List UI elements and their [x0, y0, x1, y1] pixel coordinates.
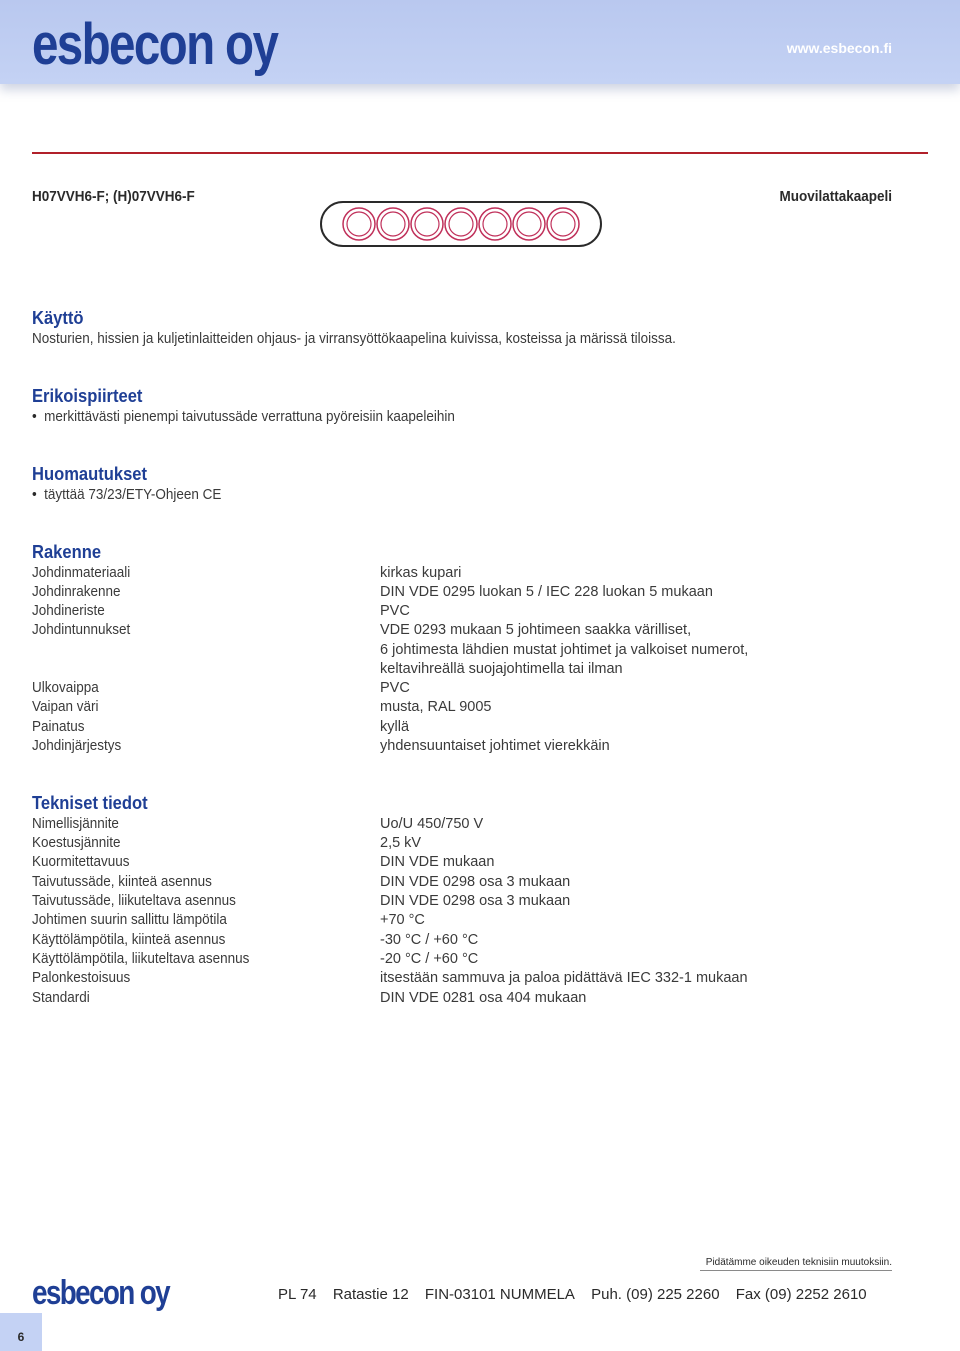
spec-label: Johdinrakenne: [32, 584, 121, 600]
company-logo: esbecon oy: [32, 12, 278, 77]
spec-value: kyllä: [380, 719, 410, 735]
usage-heading: Käyttö: [32, 308, 84, 328]
tech-value: +70 °C: [380, 912, 425, 928]
tech-label: Koestusjännite: [32, 835, 121, 851]
spec-label: Painatus: [32, 719, 85, 735]
spec-label: Johdinjärjestys: [32, 738, 122, 754]
conductor-insulation: [411, 208, 443, 240]
product-model: H07VVH6-F; (H)07VVH6-F: [32, 188, 195, 205]
divider-rule: [32, 152, 928, 154]
tech-value: -20 °C / +60 °C: [380, 951, 479, 967]
spec-value: PVC: [380, 680, 410, 696]
footer-rule: [700, 1270, 892, 1271]
spec-label: Vaipan väri: [32, 699, 99, 715]
tech-value: itsestään sammuva ja paloa pidättävä IEC 332-1 mukaan: [380, 970, 748, 986]
conductor-insulation: [343, 208, 375, 240]
tech-value: DIN VDE 0281 osa 404 mukaan: [380, 990, 587, 1006]
page-number: 6: [17, 1330, 25, 1344]
conductor-insulation: [513, 208, 545, 240]
spec-value: DIN VDE 0295 luokan 5 / IEC 228 luokan 5 mukaan: [380, 584, 713, 600]
spec-value: yhdensuuntaiset johtimet vierekkäin: [380, 738, 610, 754]
spec-value: kirkas kupari: [380, 565, 462, 581]
tech-label: Standardi: [32, 990, 90, 1006]
flat-cable-illustration: [320, 200, 602, 248]
spec-value: VDE 0293 mukaan 5 johtimeen saakka värilliset,: [380, 622, 692, 638]
spec-value-continued: 6 johtimesta lähdien mustat johtimet ja valkoiset numerot,: [380, 642, 749, 658]
conductor-insulation: [479, 208, 511, 240]
tech-value: -30 °C / +60 °C: [380, 932, 479, 948]
address-fax: Fax (09) 2252 2610: [735, 1286, 867, 1303]
usage-text: Nosturien, hissien ja kuljetinlaitteiden ohjaus- ja virransyöttökaapelina kuivissa, kosteissa ja märissä tiloissa.: [32, 331, 676, 347]
tech-label: Johtimen suurin sallittu lämpötila: [32, 912, 227, 928]
tech-value: DIN VDE mukaan: [380, 854, 495, 870]
address-po-box: PL 74: [278, 1286, 317, 1303]
technical-heading: Tekniset tiedot: [32, 793, 148, 813]
spec-label: Johdineriste: [32, 603, 105, 619]
tech-value: DIN VDE 0298 osa 3 mukaan: [380, 874, 571, 890]
conductor-insulation: [445, 208, 477, 240]
footer-logo: esbecon oy: [32, 1274, 170, 1312]
construction-heading: Rakenne: [32, 542, 102, 562]
website-link[interactable]: www.esbecon.fi: [786, 40, 892, 56]
product-type: Muovilattakaapeli: [779, 188, 892, 205]
footer-address: [278, 1286, 879, 1303]
conductor-insulation: [377, 208, 409, 240]
spec-value: PVC: [380, 603, 410, 619]
tech-label: Kuormitettavuus: [32, 854, 130, 870]
tech-label: Nimellisjännite: [32, 816, 119, 832]
spec-label: Ulkovaippa: [32, 680, 99, 696]
features-heading: Erikoispiirteet: [32, 386, 143, 406]
address-phone: Puh. (09) 225 2260: [591, 1286, 720, 1303]
conductor-insulation: [547, 208, 579, 240]
tech-value: DIN VDE 0298 osa 3 mukaan: [380, 893, 571, 909]
spec-value: musta, RAL 9005: [380, 699, 492, 715]
spec-value-continued: keltavihreällä suojajohtimella tai ilman: [380, 661, 623, 677]
notes-heading: Huomautukset: [32, 464, 148, 484]
address-city: FIN-03101 NUMMELA: [424, 1286, 575, 1303]
notes-item: • täyttää 73/23/ETY-Ohjeen CE: [32, 487, 221, 503]
tech-label: Käyttölämpötila, kiinteä asennus: [32, 932, 226, 948]
rights-note: Pidätämme oikeuden teknisiin muutoksiin.: [705, 1257, 892, 1268]
features-item: • merkittävästi pienempi taivutussäde verrattuna pyöreisiin kaapeleihin: [32, 409, 455, 425]
address-street: Ratastie 12: [332, 1286, 409, 1303]
tech-label: Taivutussäde, liikuteltava asennus: [32, 893, 236, 909]
spec-label: Johdinmateriaali: [32, 565, 131, 581]
tech-value: Uo/U 450/750 V: [380, 816, 484, 832]
tech-label: Taivutussäde, kiinteä asennus: [32, 874, 212, 890]
tech-label: Palonkestoisuus: [32, 970, 131, 986]
spec-label: Johdintunnukset: [32, 622, 131, 638]
tech-value: 2,5 kV: [380, 835, 422, 851]
tech-label: Käyttölämpötila, liikuteltava asennus: [32, 951, 250, 967]
